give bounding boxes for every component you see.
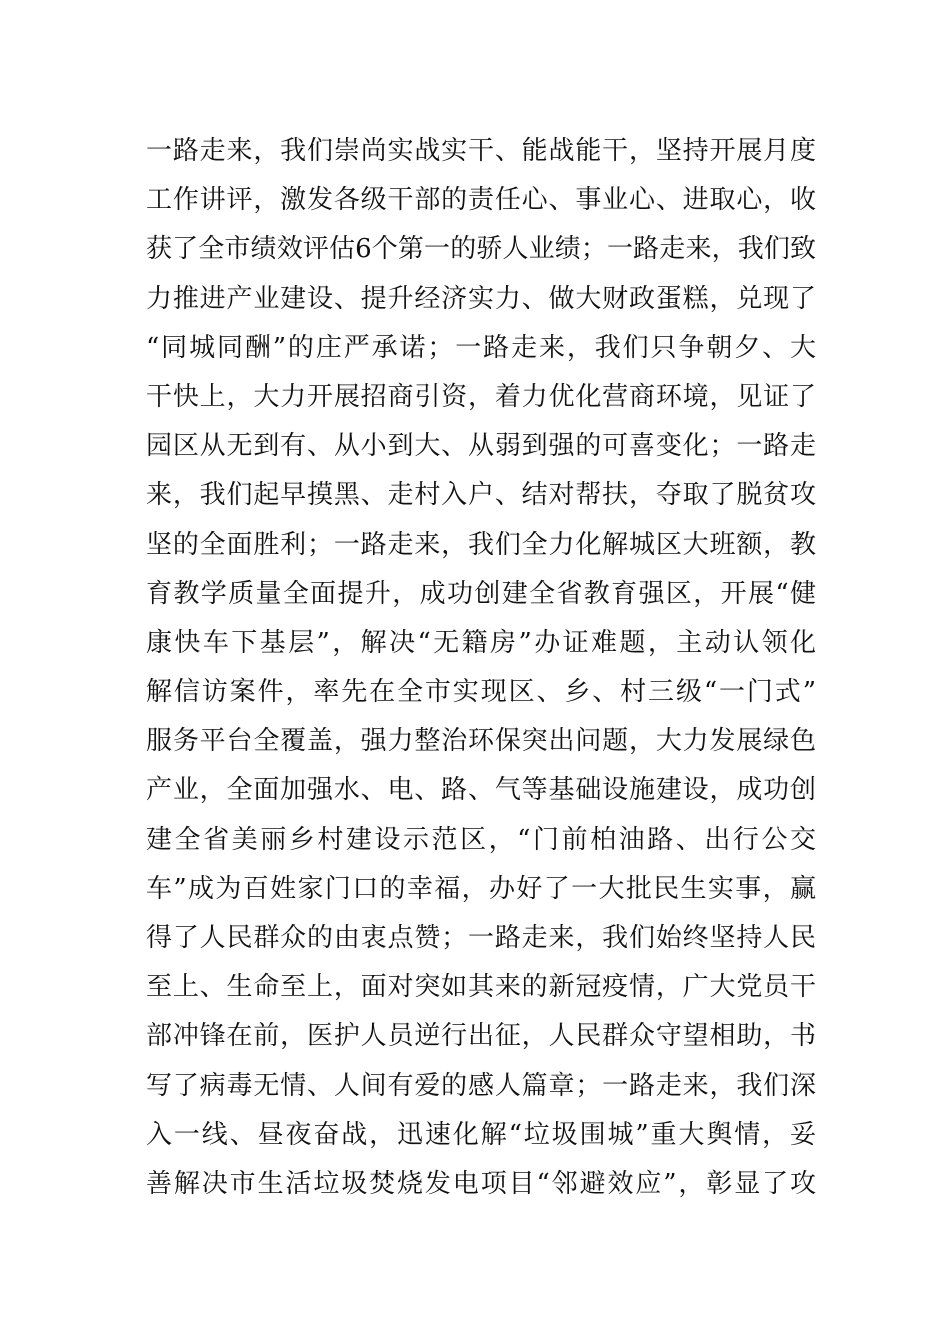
text-line: 育教学质量全面提升，成功创建全省教育强区，开展“健 — [146, 578, 816, 609]
text-line: 善解决市生活垃圾焚烧发电项目“邻避效应”，彰显了攻 — [146, 1168, 816, 1199]
text-line: 力推进产业建设、提升经济实力、做大财政蛋糕，兑现了 — [146, 283, 816, 314]
text-line: 来，我们起早摸黑、走村入户、结对帮扶，夺取了脱贫攻 — [146, 480, 816, 511]
text-line: 园区从无到有、从小到大、从弱到强的可喜变化；一路走 — [146, 431, 816, 462]
text-line: 部冲锋在前，医护人员逆行出征，人民群众守望相助，书 — [146, 1021, 816, 1052]
text-line: 解信访案件，率先在全市实现区、乡、村三级“一门式” — [146, 677, 816, 708]
text-line: 干快上，大力开展招商引资，着力优化营商环境，见证了 — [146, 381, 816, 412]
text-line: 入一线、昼夜奋战，迅速化解“垃圾围城”重大舆情，妥 — [146, 1119, 816, 1150]
text-line: 至上、生命至上，面对突如其来的新冠疫情，广大党员干 — [146, 972, 816, 1003]
text-line: 产业，全面加强水、电、路、气等基础设施建设，成功创 — [146, 775, 816, 806]
text-line: 写了病毒无情、人间有爱的感人篇章；一路走来，我们深 — [146, 1070, 816, 1101]
text-line: 工作讲评，激发各级干部的责任心、事业心、进取心，收 — [146, 185, 816, 216]
text-line: 一路走来，我们崇尚实战实干、能战能干，坚持开展月度 — [146, 136, 816, 166]
text-line: 康快车下基层”，解决“无籍房”办证难题，主动认领化 — [146, 627, 816, 658]
text-line: 服务平台全覆盖，强力整治环保突出问题，大力发展绿色 — [146, 726, 816, 757]
text-line: 获了全市绩效评估6个第一的骄人业绩；一路走来，我们致 — [146, 234, 816, 265]
text-line: “同城同酬”的庄严承诺；一路走来，我们只争朝夕、大 — [146, 332, 816, 363]
body-paragraph — [146, 127, 816, 1209]
text-line: 建全省美丽乡村建设示范区，“门前柏油路、出行公交 — [146, 824, 816, 855]
text-line: 坚的全面胜利；一路走来，我们全力化解城区大班额，教 — [146, 529, 816, 560]
text-line: 车”成为百姓家门口的幸福，办好了一大批民生实事，赢 — [146, 873, 816, 904]
text-line: 得了人民群众的由衷点赞；一路走来，我们始终坚持人民 — [146, 923, 816, 953]
